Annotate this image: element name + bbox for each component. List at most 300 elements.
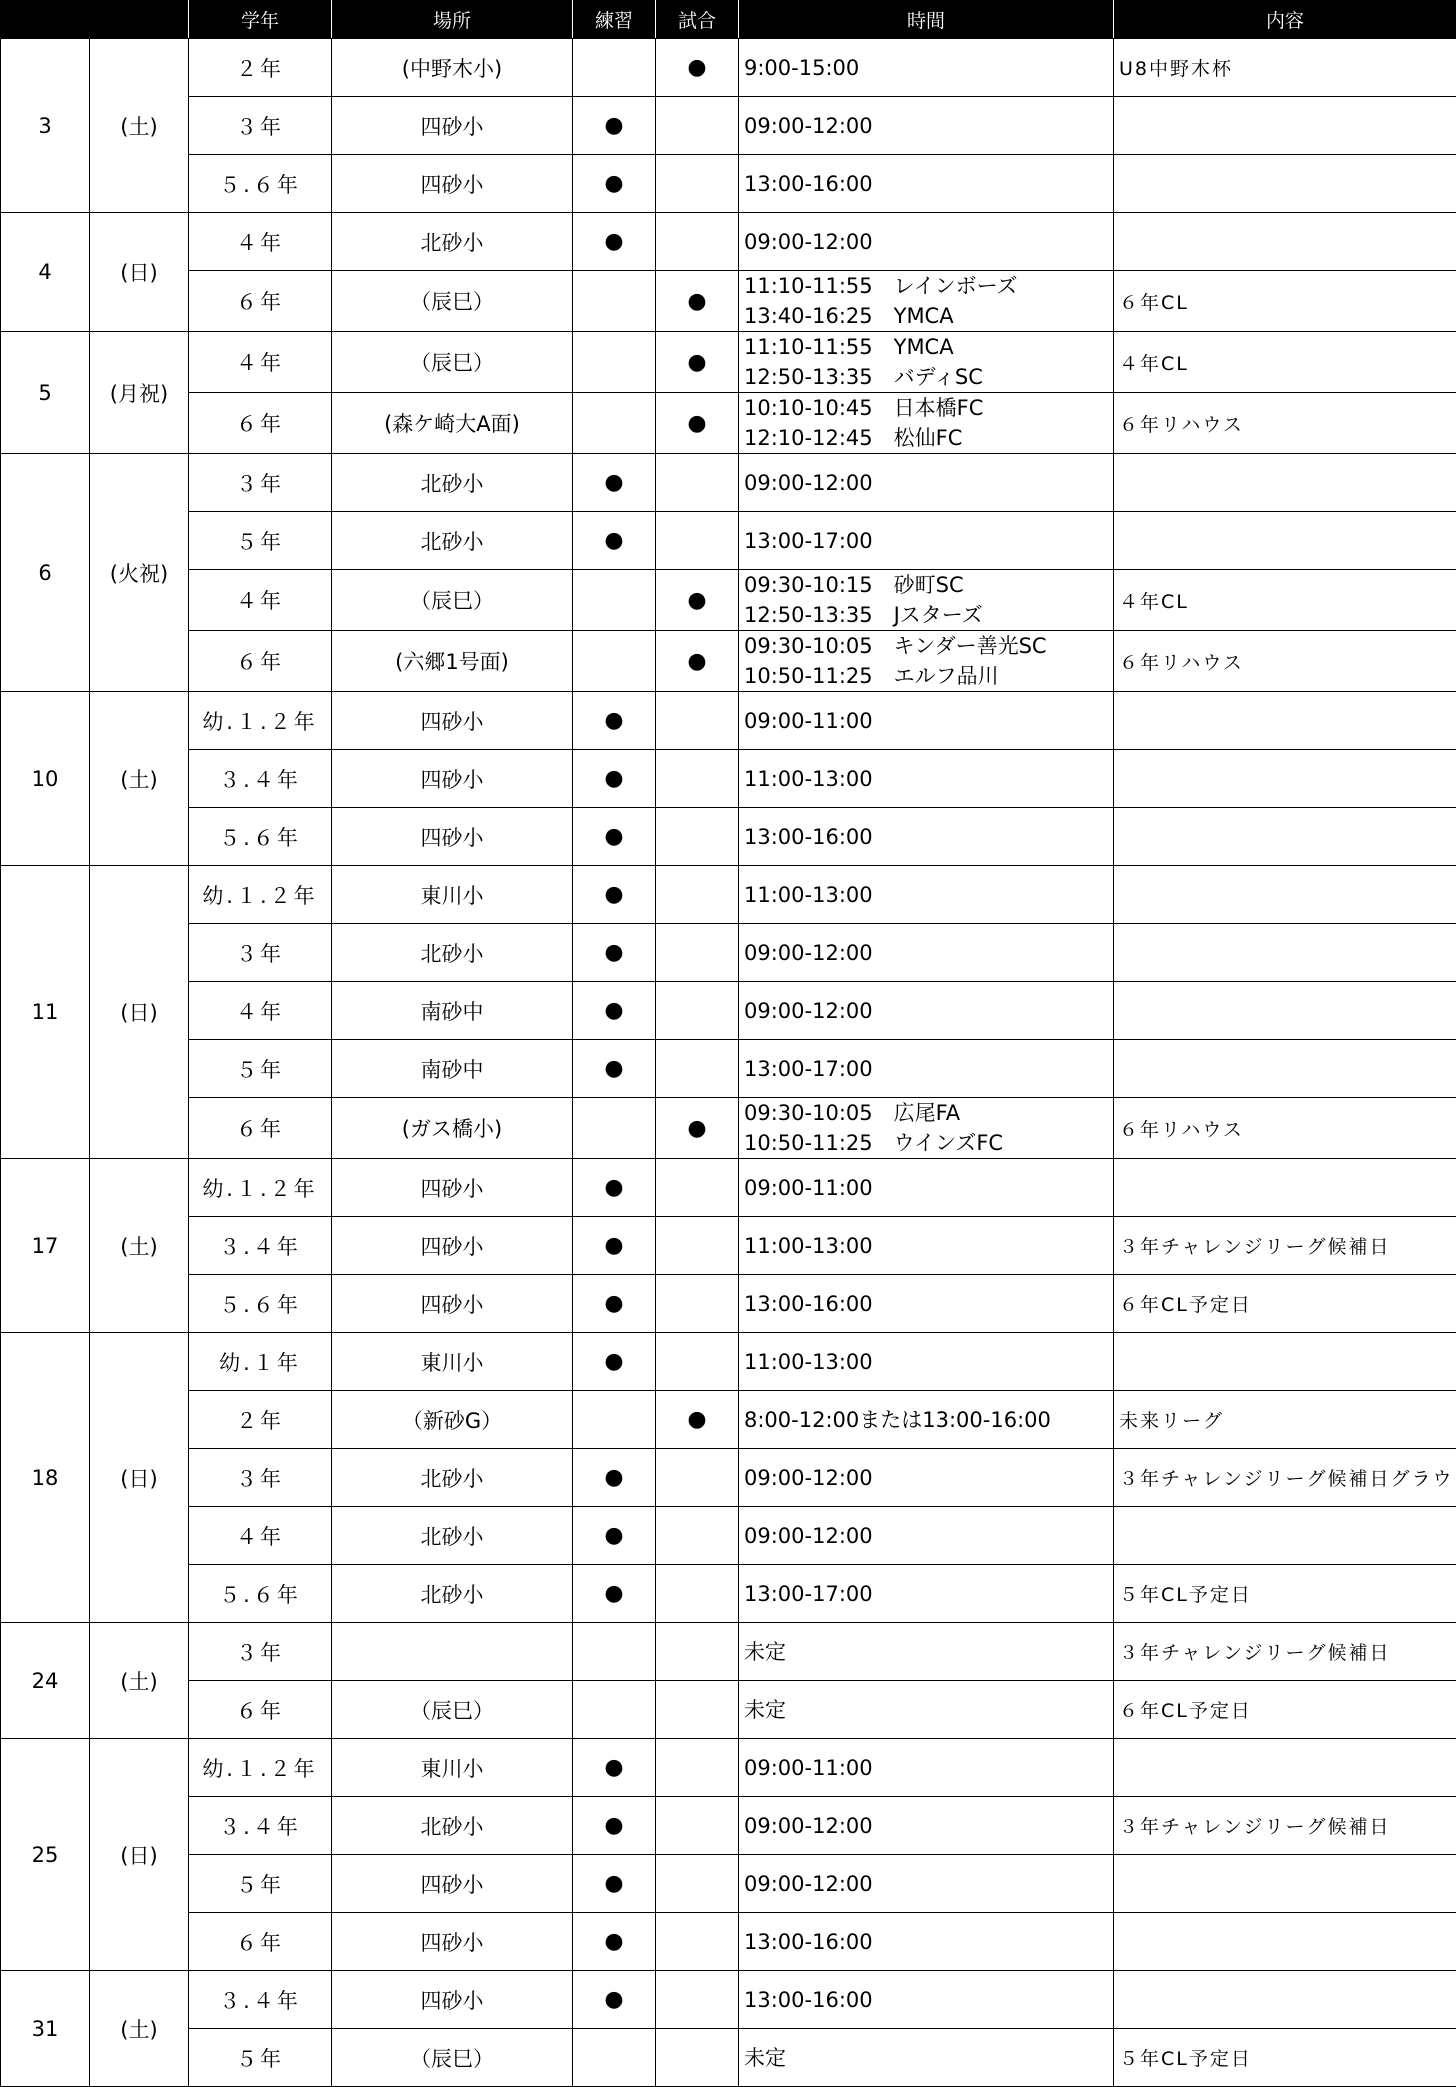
grade-cell: ４年	[189, 982, 332, 1040]
time-line: 未定	[744, 1637, 1113, 1667]
match-cell	[656, 155, 739, 213]
match-cell	[656, 1971, 739, 2029]
note-cell	[1114, 512, 1456, 570]
grade-cell: ５年	[189, 512, 332, 570]
note-cell	[1114, 866, 1456, 924]
practice-mark: ●	[604, 1175, 623, 1200]
match-mark: ●	[687, 411, 706, 436]
place-cell: 四砂小	[332, 1913, 573, 1971]
practice-cell	[573, 1098, 656, 1159]
note-cell	[1114, 97, 1456, 155]
time-line: 未定	[744, 2043, 1113, 2073]
grade-cell: ５.６年	[189, 155, 332, 213]
table-row	[1, 454, 1456, 512]
note-cell	[1114, 924, 1456, 982]
practice-cell	[573, 1449, 656, 1507]
note-cell: ５年CL予定日	[1114, 1565, 1456, 1623]
grade-cell: ６年	[189, 1098, 332, 1159]
match-cell	[656, 1623, 739, 1681]
practice-cell	[573, 271, 656, 332]
grade-cell: ５.６年	[189, 1275, 332, 1333]
header-blank	[1, 1, 189, 39]
header-practice: 練習	[573, 1, 656, 39]
place-cell: 北砂小	[332, 1507, 573, 1565]
note-cell: ３年チャレンジリーグ候補日	[1114, 1623, 1456, 1681]
header-grade: 学年	[189, 1, 332, 39]
table-row	[1, 155, 1456, 213]
time-line: 09:00-12:00	[744, 227, 1113, 257]
note-cell	[1114, 750, 1456, 808]
place-cell: 南砂中	[332, 1040, 573, 1098]
grade-cell: ６年	[189, 631, 332, 692]
note-cell: ６年リハウス	[1114, 1098, 1456, 1159]
time-cell	[739, 155, 1114, 213]
time-line: 11:00-13:00	[744, 880, 1113, 910]
table-row	[1, 1565, 1456, 1623]
time-line: 09:00-12:00	[744, 938, 1113, 968]
note-cell: ４年CL	[1114, 332, 1456, 393]
day-date: 3	[1, 39, 90, 213]
grade-cell: ３年	[189, 454, 332, 512]
time-line: 13:00-16:00	[744, 1927, 1113, 1957]
grade-cell: ３年	[189, 97, 332, 155]
grade-cell: ６年	[189, 393, 332, 454]
day-date: 25	[1, 1739, 90, 1971]
table-row	[1, 39, 1456, 97]
grade-cell: 幼.１.２年	[189, 1159, 332, 1217]
table-row	[1, 1333, 1456, 1391]
note-cell	[1114, 1971, 1456, 2029]
time-cell	[739, 393, 1114, 454]
place-cell: 北砂小	[332, 512, 573, 570]
note-cell: 未来リーグ	[1114, 1391, 1456, 1449]
practice-mark: ●	[604, 1581, 623, 1606]
place-cell: 四砂小	[332, 750, 573, 808]
match-cell	[656, 1275, 739, 1333]
grade-cell: ４年	[189, 213, 332, 271]
practice-cell	[573, 570, 656, 631]
time-cell	[739, 454, 1114, 512]
place-cell: 四砂小	[332, 97, 573, 155]
match-cell	[656, 1040, 739, 1098]
day-weekday: (土)	[90, 39, 189, 213]
match-cell	[656, 1449, 739, 1507]
table-row	[1, 1623, 1456, 1681]
practice-mark: ●	[604, 1987, 623, 2012]
match-cell	[656, 1739, 739, 1797]
time-cell	[739, 866, 1114, 924]
table-row	[1, 1159, 1456, 1217]
time-cell	[739, 1449, 1114, 1507]
place-cell: 東川小	[332, 1333, 573, 1391]
practice-mark: ●	[604, 766, 623, 791]
time-line: 09:00-12:00	[744, 111, 1113, 141]
practice-mark: ●	[604, 998, 623, 1023]
practice-mark: ●	[604, 1523, 623, 1548]
note-cell	[1114, 1333, 1456, 1391]
grade-cell: ４年	[189, 570, 332, 631]
practice-cell	[573, 1797, 656, 1855]
grade-cell: ４年	[189, 1507, 332, 1565]
table-row	[1, 1098, 1456, 1159]
practice-cell	[573, 1159, 656, 1217]
day-weekday: (日)	[90, 1333, 189, 1623]
place-cell: 四砂小	[332, 1855, 573, 1913]
day-weekday: (月祝)	[90, 332, 189, 454]
match-cell	[656, 924, 739, 982]
time-cell	[739, 97, 1114, 155]
practice-cell	[573, 866, 656, 924]
match-mark: ●	[687, 289, 706, 314]
header-time: 時間	[739, 1, 1114, 39]
match-cell	[656, 1159, 739, 1217]
practice-mark: ●	[604, 1813, 623, 1838]
day-date: 11	[1, 866, 90, 1159]
time-line: 09:00-12:00	[744, 1869, 1113, 1899]
practice-cell	[573, 982, 656, 1040]
note-cell	[1114, 213, 1456, 271]
table-row	[1, 1797, 1456, 1855]
time-cell	[739, 1739, 1114, 1797]
match-mark: ●	[687, 1407, 706, 1432]
table-row	[1, 750, 1456, 808]
day-weekday: (日)	[90, 1739, 189, 1971]
grade-cell: ３.４年	[189, 1971, 332, 2029]
place-cell: 四砂小	[332, 808, 573, 866]
table-row	[1, 332, 1456, 393]
match-cell	[656, 750, 739, 808]
time-line: 09:30-10:05 広尾FA	[744, 1098, 1113, 1128]
time-cell	[739, 808, 1114, 866]
practice-cell	[573, 1855, 656, 1913]
time-cell	[739, 1855, 1114, 1913]
practice-mark: ●	[604, 882, 623, 907]
practice-cell	[573, 2029, 656, 2087]
match-cell	[656, 866, 739, 924]
grade-cell: 幼.１年	[189, 1333, 332, 1391]
practice-mark: ●	[604, 1755, 623, 1780]
table-row	[1, 570, 1456, 631]
time-cell	[739, 1797, 1114, 1855]
time-cell	[739, 1507, 1114, 1565]
practice-cell	[573, 1681, 656, 1739]
note-cell	[1114, 155, 1456, 213]
time-cell	[739, 2029, 1114, 2087]
note-cell	[1114, 1913, 1456, 1971]
time-cell	[739, 1623, 1114, 1681]
note-cell	[1114, 692, 1456, 750]
table-row	[1, 631, 1456, 692]
table-row	[1, 1681, 1456, 1739]
grade-cell: ４年	[189, 332, 332, 393]
grade-cell: ２年	[189, 39, 332, 97]
practice-cell	[573, 1217, 656, 1275]
header-match: 試合	[656, 1, 739, 39]
time-cell	[739, 750, 1114, 808]
grade-cell: 幼.１.２年	[189, 1739, 332, 1797]
practice-cell	[573, 1391, 656, 1449]
time-line: 13:00-17:00	[744, 1054, 1113, 1084]
place-cell: 南砂中	[332, 982, 573, 1040]
practice-mark: ●	[604, 940, 623, 965]
practice-cell	[573, 39, 656, 97]
practice-mark: ●	[604, 470, 623, 495]
table-row	[1, 2029, 1456, 2087]
table-row	[1, 1971, 1456, 2029]
time-cell	[739, 1275, 1114, 1333]
day-weekday: (日)	[90, 213, 189, 332]
time-cell	[739, 570, 1114, 631]
note-cell	[1114, 1507, 1456, 1565]
match-mark: ●	[687, 55, 706, 80]
time-cell	[739, 271, 1114, 332]
practice-cell	[573, 808, 656, 866]
practice-mark: ●	[604, 1291, 623, 1316]
place-cell: 四砂小	[332, 1159, 573, 1217]
day-weekday: (日)	[90, 866, 189, 1159]
table-row	[1, 1217, 1456, 1275]
place-cell: 東川小	[332, 866, 573, 924]
time-line: 12:50-13:35 バディSC	[744, 362, 1113, 392]
time-line: 9:00-15:00	[744, 53, 1113, 83]
match-cell	[656, 512, 739, 570]
practice-cell	[573, 1565, 656, 1623]
practice-mark: ●	[604, 171, 623, 196]
time-line: 09:30-10:05 キンダー善光SC	[744, 631, 1113, 661]
table-row	[1, 924, 1456, 982]
grade-cell: ３年	[189, 1449, 332, 1507]
practice-cell	[573, 97, 656, 155]
time-cell	[739, 512, 1114, 570]
table-row	[1, 393, 1456, 454]
place-cell: (森ケ崎大A面)	[332, 393, 573, 454]
place-cell: (ガス橋小)	[332, 1098, 573, 1159]
grade-cell: ５年	[189, 1855, 332, 1913]
match-cell	[656, 2029, 739, 2087]
grade-cell: ５.６年	[189, 808, 332, 866]
match-cell	[656, 97, 739, 155]
table-row	[1, 97, 1456, 155]
time-line: 10:10-10:45 日本橋FC	[744, 393, 1113, 423]
match-cell	[656, 1391, 739, 1449]
day-weekday: (土)	[90, 1623, 189, 1739]
grade-cell: 幼.１.２年	[189, 692, 332, 750]
place-cell: （辰巳）	[332, 332, 573, 393]
note-cell: U8中野木杯	[1114, 39, 1456, 97]
match-cell	[656, 1855, 739, 1913]
grade-cell: ３.４年	[189, 1797, 332, 1855]
time-cell	[739, 1040, 1114, 1098]
grade-cell: ３.４年	[189, 750, 332, 808]
note-cell	[1114, 982, 1456, 1040]
practice-mark: ●	[604, 708, 623, 733]
place-cell: 北砂小	[332, 454, 573, 512]
time-cell	[739, 924, 1114, 982]
match-cell	[656, 1098, 739, 1159]
practice-mark: ●	[604, 824, 623, 849]
note-cell: ６年CL予定日	[1114, 1681, 1456, 1739]
table-row	[1, 213, 1456, 271]
practice-mark: ●	[604, 1929, 623, 1954]
day-date: 24	[1, 1623, 90, 1739]
note-cell: ３年チャレンジリーグ候補日	[1114, 1217, 1456, 1275]
match-cell	[656, 1333, 739, 1391]
table-row	[1, 808, 1456, 866]
match-mark: ●	[687, 350, 706, 375]
time-line: 09:00-12:00	[744, 468, 1113, 498]
place-cell: 北砂小	[332, 213, 573, 271]
time-line: 09:00-12:00	[744, 1463, 1113, 1493]
table-body	[1, 39, 1456, 2087]
practice-cell	[573, 924, 656, 982]
table-row	[1, 1855, 1456, 1913]
practice-cell	[573, 1333, 656, 1391]
match-cell	[656, 39, 739, 97]
grade-cell: ５.６年	[189, 1565, 332, 1623]
time-line: 11:10-11:55 YMCA	[744, 332, 1113, 362]
place-cell: 北砂小	[332, 924, 573, 982]
note-cell: ４年CL	[1114, 570, 1456, 631]
time-line: 09:00-12:00	[744, 1811, 1113, 1841]
table-row	[1, 1449, 1456, 1507]
practice-mark: ●	[604, 1349, 623, 1374]
time-cell	[739, 1391, 1114, 1449]
match-cell	[656, 1913, 739, 1971]
match-cell	[656, 454, 739, 512]
match-cell	[656, 393, 739, 454]
time-line: 未定	[744, 1695, 1113, 1725]
time-line: 13:00-16:00	[744, 169, 1113, 199]
time-line: 13:00-17:00	[744, 526, 1113, 556]
note-cell	[1114, 808, 1456, 866]
match-cell	[656, 570, 739, 631]
place-cell: 四砂小	[332, 1971, 573, 2029]
time-line: 11:10-11:55 レインボーズ	[744, 271, 1113, 301]
time-cell	[739, 1971, 1114, 2029]
match-cell	[656, 213, 739, 271]
practice-cell	[573, 750, 656, 808]
place-cell: (中野木小)	[332, 39, 573, 97]
grade-cell: ３.４年	[189, 1217, 332, 1275]
match-cell	[656, 1565, 739, 1623]
place-cell: 四砂小	[332, 1217, 573, 1275]
practice-cell	[573, 1739, 656, 1797]
note-cell: ６年リハウス	[1114, 393, 1456, 454]
practice-mark: ●	[604, 113, 623, 138]
practice-cell	[573, 155, 656, 213]
time-line: 8:00-12:00または13:00-16:00	[744, 1405, 1113, 1435]
day-weekday: (土)	[90, 1971, 189, 2087]
time-cell	[739, 39, 1114, 97]
practice-cell	[573, 1623, 656, 1681]
time-line: 13:00-16:00	[744, 1289, 1113, 1319]
practice-mark: ●	[604, 229, 623, 254]
match-cell	[656, 271, 739, 332]
grade-cell: ３年	[189, 1623, 332, 1681]
match-cell	[656, 332, 739, 393]
match-cell	[656, 1681, 739, 1739]
place-cell: （辰巳）	[332, 2029, 573, 2087]
practice-cell	[573, 213, 656, 271]
time-line: 09:00-12:00	[744, 1521, 1113, 1551]
place-cell: 四砂小	[332, 1275, 573, 1333]
note-cell: ６年CL	[1114, 271, 1456, 332]
table-row	[1, 866, 1456, 924]
match-cell	[656, 808, 739, 866]
practice-cell	[573, 1971, 656, 2029]
practice-mark: ●	[604, 1871, 623, 1896]
time-line: 12:50-13:35 Jスターズ	[744, 600, 1113, 630]
place-cell: 北砂小	[332, 1449, 573, 1507]
practice-cell	[573, 1275, 656, 1333]
time-cell	[739, 1333, 1114, 1391]
place-cell: 北砂小	[332, 1565, 573, 1623]
place-cell: 四砂小	[332, 155, 573, 213]
time-line: 13:00-16:00	[744, 822, 1113, 852]
match-cell	[656, 631, 739, 692]
match-mark: ●	[687, 588, 706, 613]
day-weekday: (火祝)	[90, 454, 189, 692]
practice-cell	[573, 454, 656, 512]
day-date: 4	[1, 213, 90, 332]
practice-mark: ●	[604, 1056, 623, 1081]
place-cell: （辰巳）	[332, 570, 573, 631]
day-date: 6	[1, 454, 90, 692]
place-cell: （辰巳）	[332, 271, 573, 332]
match-cell	[656, 1217, 739, 1275]
time-cell	[739, 1159, 1114, 1217]
day-date: 18	[1, 1333, 90, 1623]
practice-mark: ●	[604, 1233, 623, 1258]
time-cell	[739, 1098, 1114, 1159]
day-date: 31	[1, 1971, 90, 2087]
note-cell: ５年CL予定日	[1114, 2029, 1456, 2087]
time-line: 11:00-13:00	[744, 1231, 1113, 1261]
time-cell	[739, 213, 1114, 271]
practice-cell	[573, 692, 656, 750]
time-line: 13:40-16:25 YMCA	[744, 301, 1113, 331]
table-row	[1, 692, 1456, 750]
note-cell	[1114, 1040, 1456, 1098]
place-cell: （辰巳）	[332, 1681, 573, 1739]
note-cell	[1114, 1855, 1456, 1913]
grade-cell: ６年	[189, 271, 332, 332]
practice-cell	[573, 332, 656, 393]
match-cell	[656, 692, 739, 750]
time-line: 11:00-13:00	[744, 1347, 1113, 1377]
table-row	[1, 1275, 1456, 1333]
table-row	[1, 1739, 1456, 1797]
time-cell	[739, 332, 1114, 393]
place-cell: 東川小	[332, 1739, 573, 1797]
time-line: 13:00-17:00	[744, 1579, 1113, 1609]
day-date: 17	[1, 1159, 90, 1333]
time-cell	[739, 692, 1114, 750]
match-cell	[656, 1507, 739, 1565]
header-note: 内容	[1114, 1, 1456, 39]
table-row	[1, 982, 1456, 1040]
note-cell	[1114, 454, 1456, 512]
time-line: 13:00-16:00	[744, 1985, 1113, 2015]
time-line: 09:30-10:15 砂町SC	[744, 570, 1113, 600]
practice-mark: ●	[604, 1465, 623, 1490]
time-cell	[739, 1565, 1114, 1623]
note-cell: ６年CL予定日	[1114, 1275, 1456, 1333]
note-cell: ３年チャレンジリーグ候補日	[1114, 1797, 1456, 1855]
grade-cell: ３年	[189, 924, 332, 982]
note-cell: ６年リハウス	[1114, 631, 1456, 692]
note-cell: ３年チャレンジリーグ候補日グラウ	[1114, 1449, 1456, 1507]
